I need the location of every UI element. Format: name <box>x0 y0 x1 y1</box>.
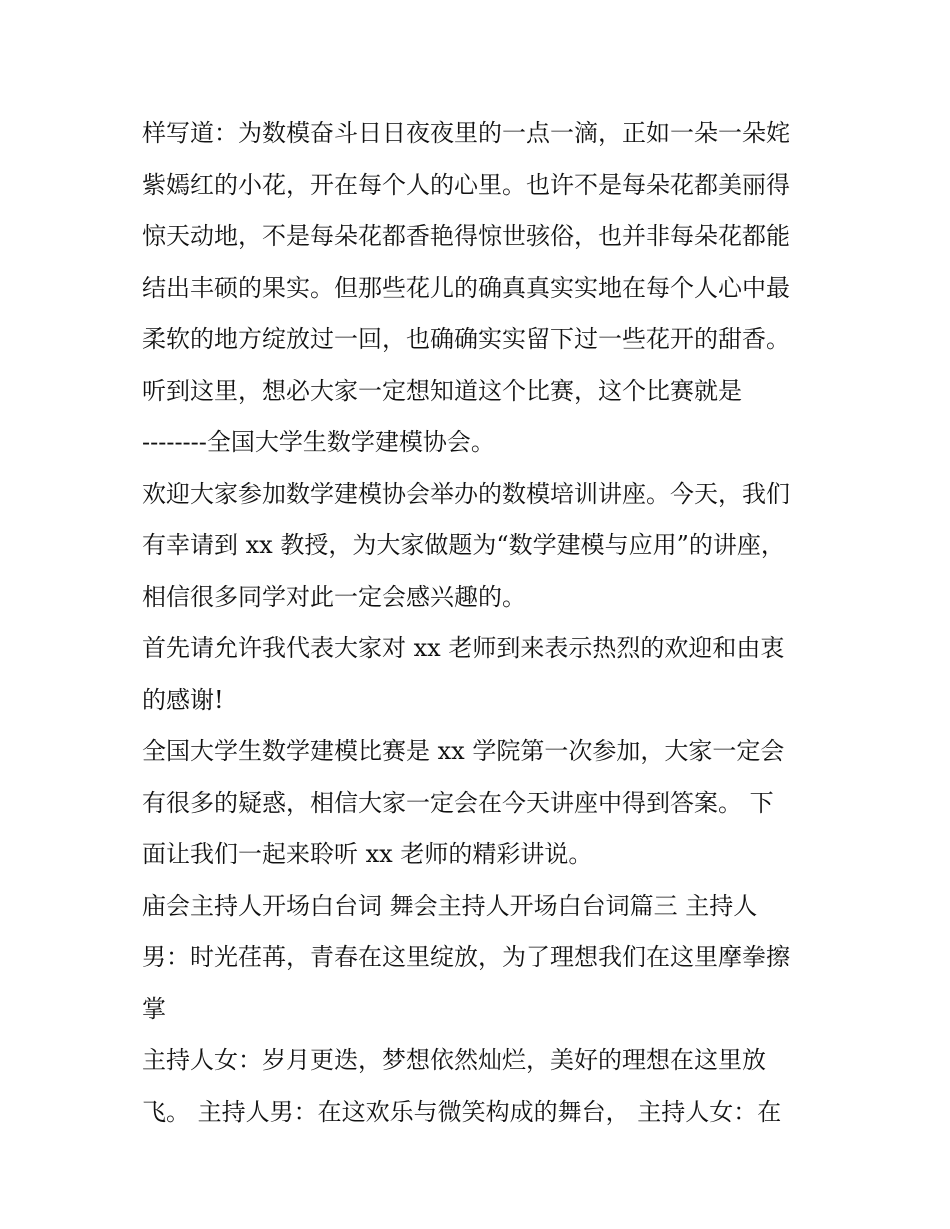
text-line-4: 结出丰硕的果实。但那些花儿的确真真实实地在每个人心中最 <box>142 273 790 302</box>
text-line-1: 样写道：为数模奋斗日日夜夜里的一点一滴，正如一朵一朵姹 <box>142 119 790 147</box>
text-line-19: 主持人女：岁月更迭，梦想依然灿烂，美好的理想在这里放 <box>142 1046 766 1074</box>
text-line-17: 男：时光荏苒，青春在这里绽放，为了理想我们在这里摩拳擦 <box>142 943 790 971</box>
text-line-12: 的感谢! <box>142 685 224 714</box>
text-line-18: 掌 <box>142 994 166 1023</box>
text-line-6: 听到这里，想必大家一定想知道这个比赛，这个比赛就是 <box>142 376 742 405</box>
text-line-9: 有幸请到 xx 教授，为大家做题为“数学建模与应用”的讲座， <box>142 531 785 559</box>
text-line-16: 庙会主持人开场白台词 舞会主持人开场白台词篇三 主持人 <box>142 891 758 920</box>
document-body <box>142 108 822 1138</box>
text-line-2: 紫嫣红的小花，开在每个人的心里。也许不是每朵花都美丽得 <box>142 170 790 199</box>
text-line-3: 惊天动地，不是每朵花都香艳得惊世骇俗，也并非每朵花都能 <box>142 222 790 250</box>
text-line-7: --------全国大学生数学建模协会。 <box>142 428 495 456</box>
text-line-11: 首先请允许我代表大家对 xx 老师到来表示热烈的欢迎和由衷 <box>142 634 785 662</box>
text-line-14: 有很多的疑惑，相信大家一定会在今天讲座中得到答案。 下 <box>142 788 774 817</box>
text-line-5: 柔软的地方绽放过一回，也确确实实留下过一些花开的甜香。 <box>142 325 790 353</box>
text-line-13: 全国大学生数学建模比赛是 xx 学院第一次参加，大家一定会 <box>142 737 785 765</box>
text-line-15: 面让我们一起来聆听 xx 老师的精彩讲说。 <box>142 840 593 868</box>
text-line-20: 飞。 主持人男：在这欢乐与微笑构成的舞台， 主持人女：在 <box>142 1097 782 1126</box>
text-line-10: 相信很多同学对此一定会感兴趣的。 <box>142 582 526 611</box>
text-line-8: 欢迎大家参加数学建模协会举办的数模培训讲座。今天，我们 <box>142 479 790 508</box>
